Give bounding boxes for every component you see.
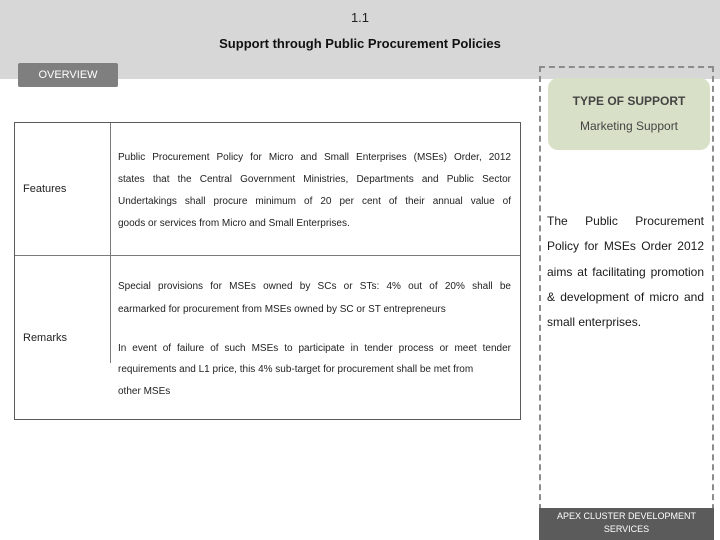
row-label-remarks: Remarks [23,332,68,344]
column-divider [110,255,111,363]
page-title: Support through Public Procurement Policies [219,36,501,51]
section-number: 1.1 [350,10,370,25]
table-cell-line: Public Procurement Policy for Micro and Small Enterprises (MSEs) Order, 2012 [118,152,511,163]
footer-line-2: SERVICES [603,524,650,534]
table-cell-line: earmarked for procurement from MSEs owned by SC or ST entrepreneurs [118,304,446,315]
footer-line-1: APEX CLUSTER DEVELOPMENT [556,511,697,521]
table-cell-line: Undertakings shall procure minimum of 20 per cent of their annual value of [118,196,511,207]
row-divider [15,255,520,256]
type-of-support-value: Marketing Support [579,119,679,133]
table-cell-line: states that the Central Government Ministries, Departments and Public Sector [118,174,511,185]
tab-overview[interactable]: OVERVIEW [18,63,118,87]
type-of-support-heading: TYPE OF SUPPORT [572,94,686,108]
support-description: The Public Procurement Policy for MSEs Order 2012 aims at facilitating promotion & development of micro and small enterprises. [547,214,704,330]
features-remarks-table [14,122,521,420]
type-of-support-box [548,78,710,150]
table-cell-line: goods or services from Micro and Small Enterprises. [118,218,350,229]
column-divider [110,123,111,255]
footer-brand [539,510,714,536]
table-cell-line: In event of failure of such MSEs to participate in tender process or meet tender [118,343,511,354]
table-cell-line: other MSEs [118,386,171,397]
table-cell-line: requirements and L1 price, this 4% sub-target for procurement shall be met from [118,364,474,375]
table-cell-line: Special provisions for MSEs owned by SCs or STs: 4% out of 20% shall be [118,281,511,292]
row-label-features: Features [23,183,67,195]
